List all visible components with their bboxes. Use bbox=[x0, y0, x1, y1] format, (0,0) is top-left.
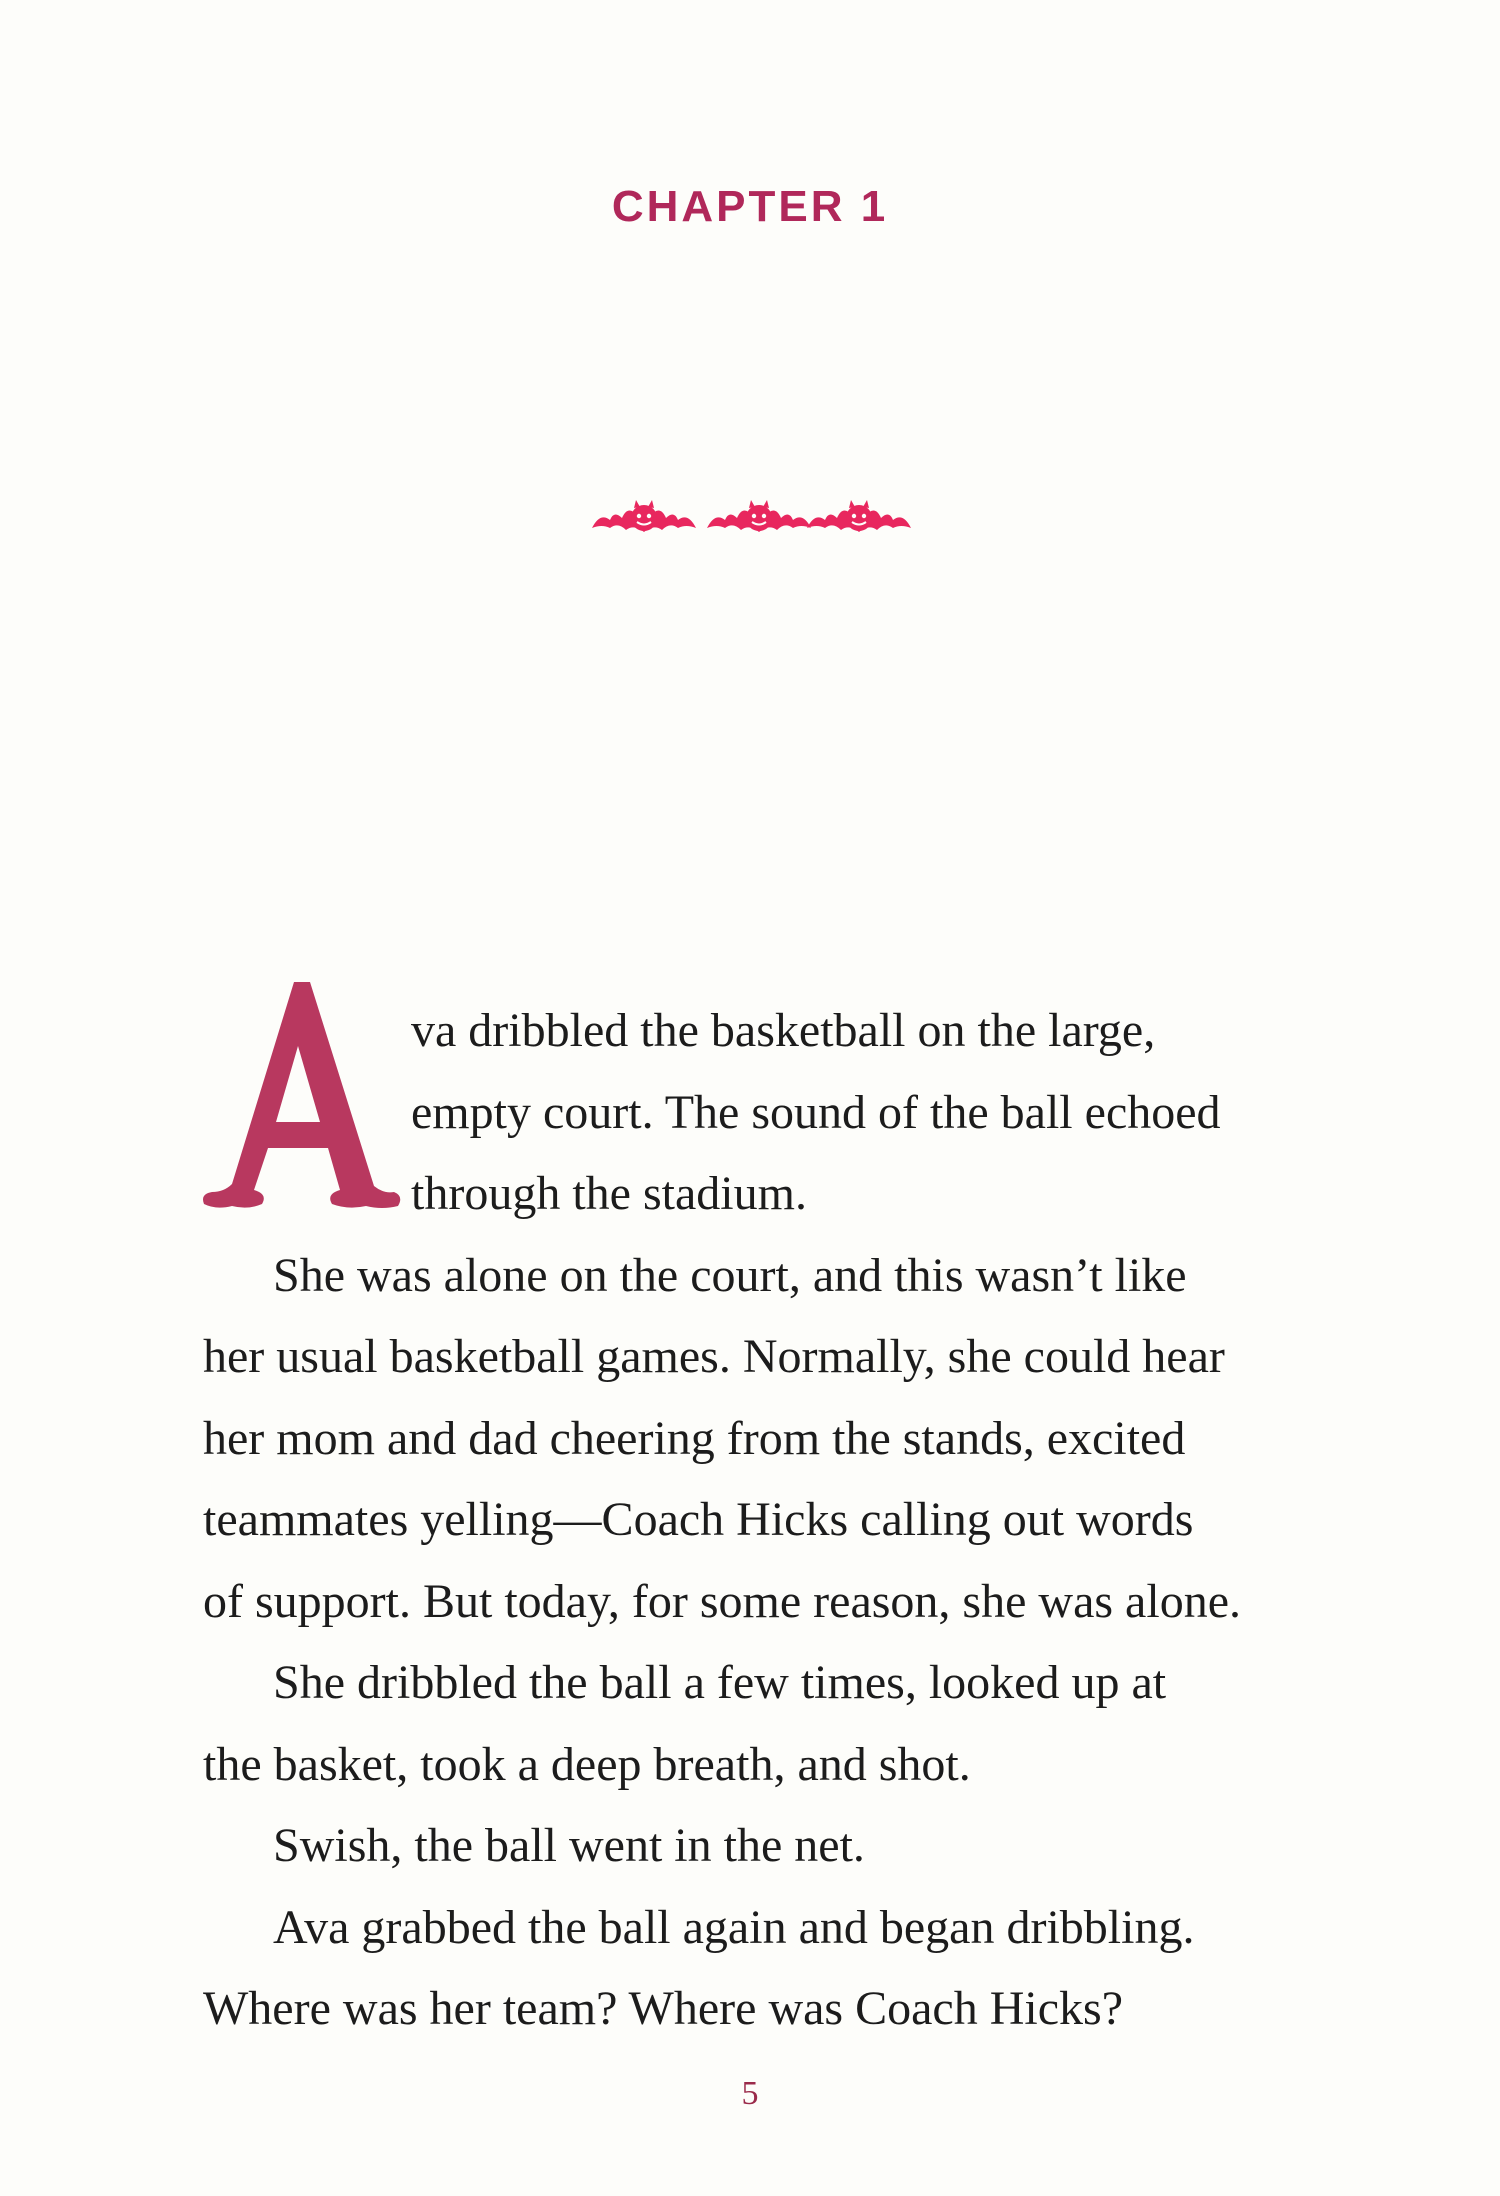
text-line: Ava grabbed the ball again and began dribbling. bbox=[273, 1900, 1195, 1954]
text-line: her mom and dad cheering from the stands, excited bbox=[203, 1411, 1186, 1465]
bat-icon bbox=[592, 500, 696, 532]
bat-icon bbox=[707, 500, 811, 532]
text-line: the basket, took a deep breath, and shot. bbox=[203, 1737, 971, 1791]
text-line: through the stadium. bbox=[411, 1167, 807, 1220]
body-text bbox=[203, 990, 1323, 2050]
text-line: She dribbled the ball a few times, looked up at bbox=[273, 1656, 1167, 1709]
page-number: 5 bbox=[741, 2075, 759, 2112]
text-line: She was alone on the court, and this wasn’t like bbox=[273, 1248, 1187, 1302]
text-line: of support. But today, for some reason, she was alone. bbox=[203, 1574, 1241, 1628]
bat-row-icon bbox=[590, 490, 920, 540]
text-line: Where was her team? Where was Coach Hicks? bbox=[203, 1982, 1124, 2035]
text-line: teammates yelling—Coach Hicks calling out words bbox=[203, 1493, 1194, 1546]
text-line: va dribbled the basketball on the large, bbox=[411, 1004, 1156, 1057]
svg-text:A: A bbox=[198, 980, 199, 981]
text-line: her usual basketball games. Normally, she could hear bbox=[203, 1330, 1225, 1383]
text-line: Swish, the ball went in the net. bbox=[273, 1819, 865, 1872]
chapter-heading: CHAPTER 1 bbox=[611, 182, 889, 231]
bat-icon bbox=[807, 500, 911, 532]
text-line: empty court. The sound of the ball echoed bbox=[411, 1085, 1221, 1139]
